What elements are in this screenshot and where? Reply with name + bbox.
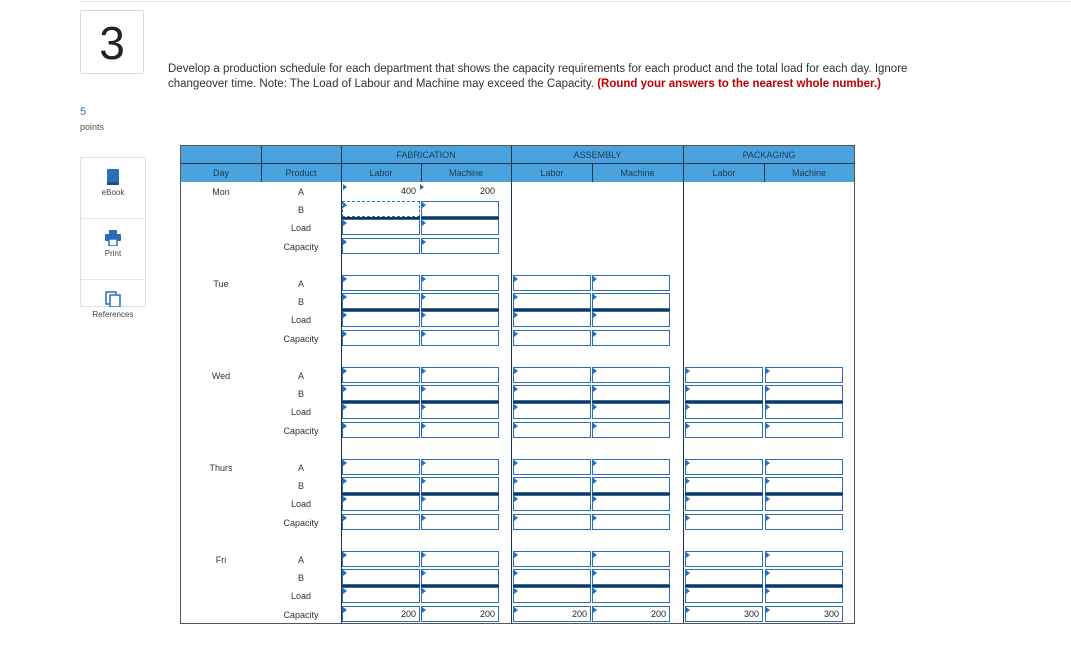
input-thurs-asm-labor-a[interactable]	[513, 459, 591, 475]
sep	[592, 164, 593, 182]
product-label-b: B	[297, 205, 304, 215]
input-wed-fab-labor-load[interactable]	[342, 403, 420, 419]
input-fri-fab-labor-capacity[interactable]: 200	[342, 606, 420, 622]
rounding-note: (Round your answers to the nearest whole number.)	[597, 78, 881, 90]
input-mon-fab-machine-a[interactable]: 200	[419, 183, 499, 199]
sum-line	[513, 309, 591, 311]
points-value: 5	[80, 106, 87, 118]
input-wed-pkg-machine-capacity[interactable]	[765, 422, 843, 438]
input-tue-fab-machine-load[interactable]	[421, 311, 499, 327]
input-tue-asm-labor-b[interactable]	[513, 293, 591, 309]
dept-fabrication: FABRICATION	[396, 150, 456, 160]
sum-line	[685, 401, 763, 403]
input-tue-asm-machine-b[interactable]	[592, 293, 670, 309]
sum-line	[342, 309, 420, 311]
input-thurs-fab-machine-load[interactable]	[421, 495, 499, 511]
input-fri-pkg-machine-a[interactable]	[765, 551, 843, 567]
input-tue-asm-machine-load[interactable]	[592, 311, 670, 327]
dept-assembly: ASSEMBLY	[573, 150, 622, 160]
input-wed-asm-machine-load[interactable]	[592, 403, 670, 419]
tool-panel	[80, 157, 146, 319]
sum-line	[592, 401, 670, 403]
top-divider	[80, 1, 1071, 2]
input-thurs-pkg-labor-b[interactable]	[685, 477, 763, 493]
product-label-load: Load	[290, 407, 312, 417]
product-label-a: A	[297, 555, 304, 565]
sum-line	[421, 309, 499, 311]
input-fri-asm-labor-load[interactable]	[513, 587, 591, 603]
input-thurs-asm-labor-b[interactable]	[513, 477, 591, 493]
sum-line	[342, 493, 420, 495]
product-label-a: A	[297, 463, 304, 473]
product-label-load: Load	[290, 591, 312, 601]
input-thurs-fab-labor-capacity[interactable]	[342, 514, 420, 530]
input-wed-asm-machine-a[interactable]	[592, 367, 670, 383]
day-label-wed: Wed	[211, 371, 231, 381]
question-prompt	[168, 62, 928, 92]
input-mon-fab-labor-b[interactable]	[342, 201, 420, 217]
input-wed-fab-machine-a[interactable]	[421, 367, 499, 383]
print-label: Print	[104, 249, 122, 258]
day-label-thurs: Thurs	[209, 463, 233, 473]
product-label-b: B	[297, 297, 304, 307]
dept-packaging: PACKAGING	[742, 150, 796, 160]
col-asm-machine: Machine	[620, 168, 655, 178]
input-fri-asm-machine-a[interactable]	[592, 551, 670, 567]
print-icon	[105, 230, 121, 246]
references-label: References	[92, 310, 134, 319]
input-wed-fab-labor-a[interactable]	[342, 367, 420, 383]
question-number: 3	[80, 10, 144, 74]
ebook-icon	[106, 169, 120, 185]
input-tue-asm-labor-capacity[interactable]	[513, 330, 591, 346]
input-mon-fab-machine-b[interactable]	[421, 201, 499, 217]
sum-line	[342, 217, 420, 219]
sum-line	[765, 585, 843, 587]
input-tue-asm-machine-a[interactable]	[592, 275, 670, 291]
input-tue-fab-labor-capacity[interactable]	[342, 330, 420, 346]
input-fri-asm-labor-b[interactable]	[513, 569, 591, 585]
sep	[764, 164, 765, 182]
input-fri-asm-machine-load[interactable]	[592, 587, 670, 603]
points-label: points	[80, 122, 105, 132]
print-button[interactable]	[81, 230, 145, 280]
input-thurs-asm-machine-capacity[interactable]	[592, 514, 670, 530]
prompt-text: Develop a production schedule for each department that shows the capacity requirements for each product and the total load for each day. Ignore changeover time. Note: The Load of Labour and Machine may exceed the Capacity.	[168, 63, 908, 90]
input-thurs-pkg-machine-a[interactable]	[765, 459, 843, 475]
day-label-tue: Tue	[213, 279, 229, 289]
input-fri-pkg-labor-a[interactable]	[685, 551, 763, 567]
input-wed-asm-labor-load[interactable]	[513, 403, 591, 419]
input-fri-pkg-labor-capacity[interactable]: 300	[685, 606, 763, 622]
input-thurs-fab-labor-load[interactable]	[342, 495, 420, 511]
ebook-button[interactable]	[81, 169, 145, 219]
product-label-b: B	[297, 389, 304, 399]
sum-line	[685, 585, 763, 587]
product-label-load: Load	[290, 223, 312, 233]
input-thurs-asm-labor-load[interactable]	[513, 495, 591, 511]
sep	[261, 146, 262, 182]
input-thurs-pkg-machine-b[interactable]	[765, 477, 843, 493]
input-wed-pkg-machine-load[interactable]	[765, 403, 843, 419]
input-thurs-asm-machine-load[interactable]	[592, 495, 670, 511]
sum-line	[513, 493, 591, 495]
input-wed-fab-labor-capacity[interactable]	[342, 422, 420, 438]
product-label-b: B	[297, 481, 304, 491]
sep	[683, 146, 684, 623]
col-fab-machine: Machine	[448, 168, 484, 178]
sum-line	[513, 585, 591, 587]
product-label-capacity: Capacity	[283, 518, 319, 528]
input-tue-fab-machine-a[interactable]	[421, 275, 499, 291]
input-fri-fab-labor-a[interactable]	[342, 551, 420, 567]
input-fri-fab-machine-b[interactable]	[421, 569, 499, 585]
input-fri-pkg-labor-b[interactable]	[685, 569, 763, 585]
input-fri-asm-machine-b[interactable]	[592, 569, 670, 585]
input-mon-fab-machine-capacity[interactable]	[421, 238, 499, 254]
input-fri-asm-labor-a[interactable]	[513, 551, 591, 567]
input-tue-fab-labor-load[interactable]	[342, 311, 420, 327]
col-pkg-labor: Labor	[712, 168, 736, 178]
input-wed-fab-machine-load[interactable]	[421, 403, 499, 419]
input-thurs-pkg-machine-load[interactable]	[765, 495, 843, 511]
input-tue-fab-labor-a[interactable]	[342, 275, 420, 291]
input-wed-asm-machine-b[interactable]	[592, 385, 670, 401]
col-fab-labor: Labor	[369, 168, 393, 178]
input-wed-asm-labor-capacity[interactable]	[513, 422, 591, 438]
product-label-a: A	[297, 279, 304, 289]
input-fri-pkg-machine-load[interactable]	[765, 587, 843, 603]
day-label-fri: Fri	[215, 555, 227, 565]
input-fri-pkg-labor-load[interactable]	[685, 587, 763, 603]
input-thurs-pkg-labor-capacity[interactable]	[685, 514, 763, 530]
input-wed-pkg-labor-a[interactable]	[685, 367, 763, 383]
input-wed-asm-labor-b[interactable]	[513, 385, 591, 401]
input-tue-asm-labor-a[interactable]	[513, 275, 591, 291]
input-mon-fab-machine-load[interactable]	[421, 219, 499, 235]
references-icon	[105, 291, 121, 307]
input-fri-pkg-machine-b[interactable]	[765, 569, 843, 585]
sum-line	[421, 585, 499, 587]
input-tue-asm-machine-capacity[interactable]	[592, 330, 670, 346]
input-wed-pkg-machine-b[interactable]	[765, 385, 843, 401]
input-wed-fab-machine-capacity[interactable]	[421, 422, 499, 438]
input-fri-fab-labor-b[interactable]	[342, 569, 420, 585]
col-pkg-machine: Machine	[791, 168, 827, 178]
input-wed-fab-labor-b[interactable]	[342, 385, 420, 401]
sum-line	[685, 493, 763, 495]
sum-line	[513, 401, 591, 403]
sum-line	[765, 493, 843, 495]
input-fri-fab-labor-load[interactable]	[342, 587, 420, 603]
input-fri-asm-machine-capacity[interactable]: 200	[592, 606, 670, 622]
input-wed-pkg-labor-b[interactable]	[685, 385, 763, 401]
product-label-b: B	[297, 573, 304, 583]
input-fri-fab-machine-load[interactable]	[421, 587, 499, 603]
input-thurs-pkg-labor-a[interactable]	[685, 459, 763, 475]
sep	[421, 164, 422, 182]
sep	[511, 146, 512, 623]
input-thurs-asm-machine-a[interactable]	[592, 459, 670, 475]
input-thurs-fab-labor-b[interactable]	[342, 477, 420, 493]
product-label-capacity: Capacity	[283, 426, 319, 436]
input-wed-pkg-labor-capacity[interactable]	[685, 422, 763, 438]
sum-line	[592, 493, 670, 495]
input-fri-fab-machine-a[interactable]	[421, 551, 499, 567]
product-label-a: A	[297, 187, 304, 197]
input-thurs-fab-machine-capacity[interactable]	[421, 514, 499, 530]
input-tue-fab-labor-b[interactable]	[342, 293, 420, 309]
input-mon-fab-labor-load[interactable]	[342, 219, 420, 235]
col-asm-labor: Labor	[540, 168, 564, 178]
schedule-table	[180, 145, 855, 624]
input-thurs-fab-machine-a[interactable]	[421, 459, 499, 475]
product-label-capacity: Capacity	[283, 242, 319, 252]
input-wed-asm-labor-a[interactable]	[513, 367, 591, 383]
sum-line	[421, 217, 499, 219]
day-label-mon: Mon	[212, 187, 230, 197]
sum-line	[342, 585, 420, 587]
sum-line	[592, 309, 670, 311]
input-thurs-pkg-machine-capacity[interactable]	[765, 514, 843, 530]
sum-line	[765, 401, 843, 403]
input-mon-fab-labor-a[interactable]: 400	[342, 183, 420, 199]
input-wed-fab-machine-b[interactable]	[421, 385, 499, 401]
product-label-load: Load	[290, 499, 312, 509]
input-mon-fab-labor-capacity[interactable]	[342, 238, 420, 254]
input-wed-pkg-machine-a[interactable]	[765, 367, 843, 383]
input-fri-fab-machine-capacity[interactable]: 200	[421, 606, 499, 622]
input-thurs-asm-machine-b[interactable]	[592, 477, 670, 493]
input-wed-pkg-labor-load[interactable]	[685, 403, 763, 419]
input-thurs-fab-machine-b[interactable]	[421, 477, 499, 493]
references-button[interactable]	[81, 291, 145, 340]
sum-line	[592, 585, 670, 587]
input-thurs-asm-labor-capacity[interactable]	[513, 514, 591, 530]
input-fri-asm-labor-capacity[interactable]: 200	[513, 606, 591, 622]
input-thurs-pkg-labor-load[interactable]	[685, 495, 763, 511]
product-label-capacity: Capacity	[283, 610, 319, 620]
product-label-load: Load	[290, 315, 312, 325]
sum-line	[342, 401, 420, 403]
col-day: Day	[212, 168, 229, 178]
input-wed-asm-machine-capacity[interactable]	[592, 422, 670, 438]
input-tue-asm-labor-load[interactable]	[513, 311, 591, 327]
product-label-a: A	[297, 371, 304, 381]
sum-line	[421, 493, 499, 495]
input-tue-fab-machine-capacity[interactable]	[421, 330, 499, 346]
input-thurs-fab-labor-a[interactable]	[342, 459, 420, 475]
product-label-capacity: Capacity	[283, 334, 319, 344]
ebook-label: eBook	[101, 188, 125, 197]
input-fri-pkg-machine-capacity[interactable]: 300	[765, 606, 843, 622]
col-product: Product	[285, 168, 317, 178]
input-tue-fab-machine-b[interactable]	[421, 293, 499, 309]
sum-line	[421, 401, 499, 403]
